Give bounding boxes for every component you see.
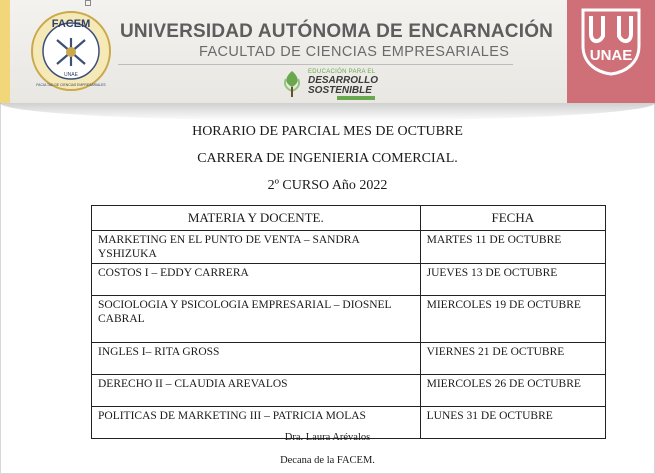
sdg-line-1: DESARROLLO — [308, 75, 378, 86]
facem-logo-ring-text: FACULTAD DE CIENCIAS EMPRESARIALES — [36, 83, 106, 87]
sustainable-development-badge — [281, 67, 381, 101]
header-divider — [118, 64, 513, 65]
sdg-tag — [337, 96, 375, 100]
sdg-line-2: SOSTENIBLE — [308, 85, 372, 96]
cell-fecha: MIERCOLES 19 DE OCTUBRE — [420, 296, 605, 343]
cell-materia: POLITICAS DE MARKETING III – PATRICIA MOLAS — [92, 407, 421, 439]
accent-bar — [0, 0, 10, 103]
cell-fecha: MARTES 11 DE OCTUBRE — [420, 231, 605, 264]
facem-logo — [30, 10, 112, 92]
table-row — [92, 231, 606, 264]
tree-icon — [281, 69, 303, 99]
table-row — [92, 343, 606, 375]
cell-materia: INGLES I– RITA GROSS — [92, 343, 421, 375]
cell-materia: DERECHO II – CLAUDIA AREVALOS — [92, 375, 421, 407]
table-row — [92, 264, 606, 296]
sdg-caption: EDUCACIÓN PARA EL — [308, 69, 376, 75]
header-fecha: FECHA — [420, 206, 605, 231]
university-name: UNIVERSIDAD AUTÓNOMA DE ENCARNACIÓN — [120, 21, 554, 42]
cell-fecha: MIERCOLES 26 DE OCTUBRE — [420, 375, 605, 407]
faculty-name: FACULTAD DE CIENCIAS EMPRESARIALES — [199, 44, 510, 60]
cell-fecha: LUNES 31 DE OCTUBRE — [420, 407, 605, 439]
cell-materia: COSTOS I – EDDY CARRERA — [92, 264, 421, 296]
signature-name: Dra. Laura Arévalos — [284, 432, 371, 443]
signature-role: Decana de la FACEM. — [280, 455, 375, 466]
exam-schedule-table — [91, 205, 606, 439]
table-row — [92, 296, 606, 343]
facem-logo-subtext: UNAE — [64, 72, 78, 78]
cell-materia: MARKETING EN EL PUNTO DE VENTA – SANDRA YSHIZUKA — [92, 231, 421, 264]
document-title: HORARIO DE PARCIAL MES DE OCTUBRE — [192, 124, 463, 139]
career-title: CARRERA DE INGENIERIA COMERCIAL. — [197, 151, 458, 166]
table-row — [92, 375, 606, 407]
header-materia: MATERIA Y DOCENTE. — [92, 206, 421, 231]
cell-materia: SOCIOLOGIA Y PSICOLOGIA EMPRESARIAL – DIOSNEL CABRAL — [92, 296, 421, 343]
cell-fecha: VIERNES 21 DE OCTUBRE — [420, 343, 605, 375]
course-title: 2º CURSO Año 2022 — [267, 178, 388, 193]
table-header-row — [92, 206, 606, 231]
document-anchor-icon — [85, 0, 91, 6]
facem-logo-text: FACEM — [51, 18, 91, 30]
cell-fecha: JUEVES 13 DE OCTUBRE — [420, 264, 605, 296]
unae-logo — [577, 6, 645, 76]
unae-logo-text: UNAE — [589, 47, 633, 64]
